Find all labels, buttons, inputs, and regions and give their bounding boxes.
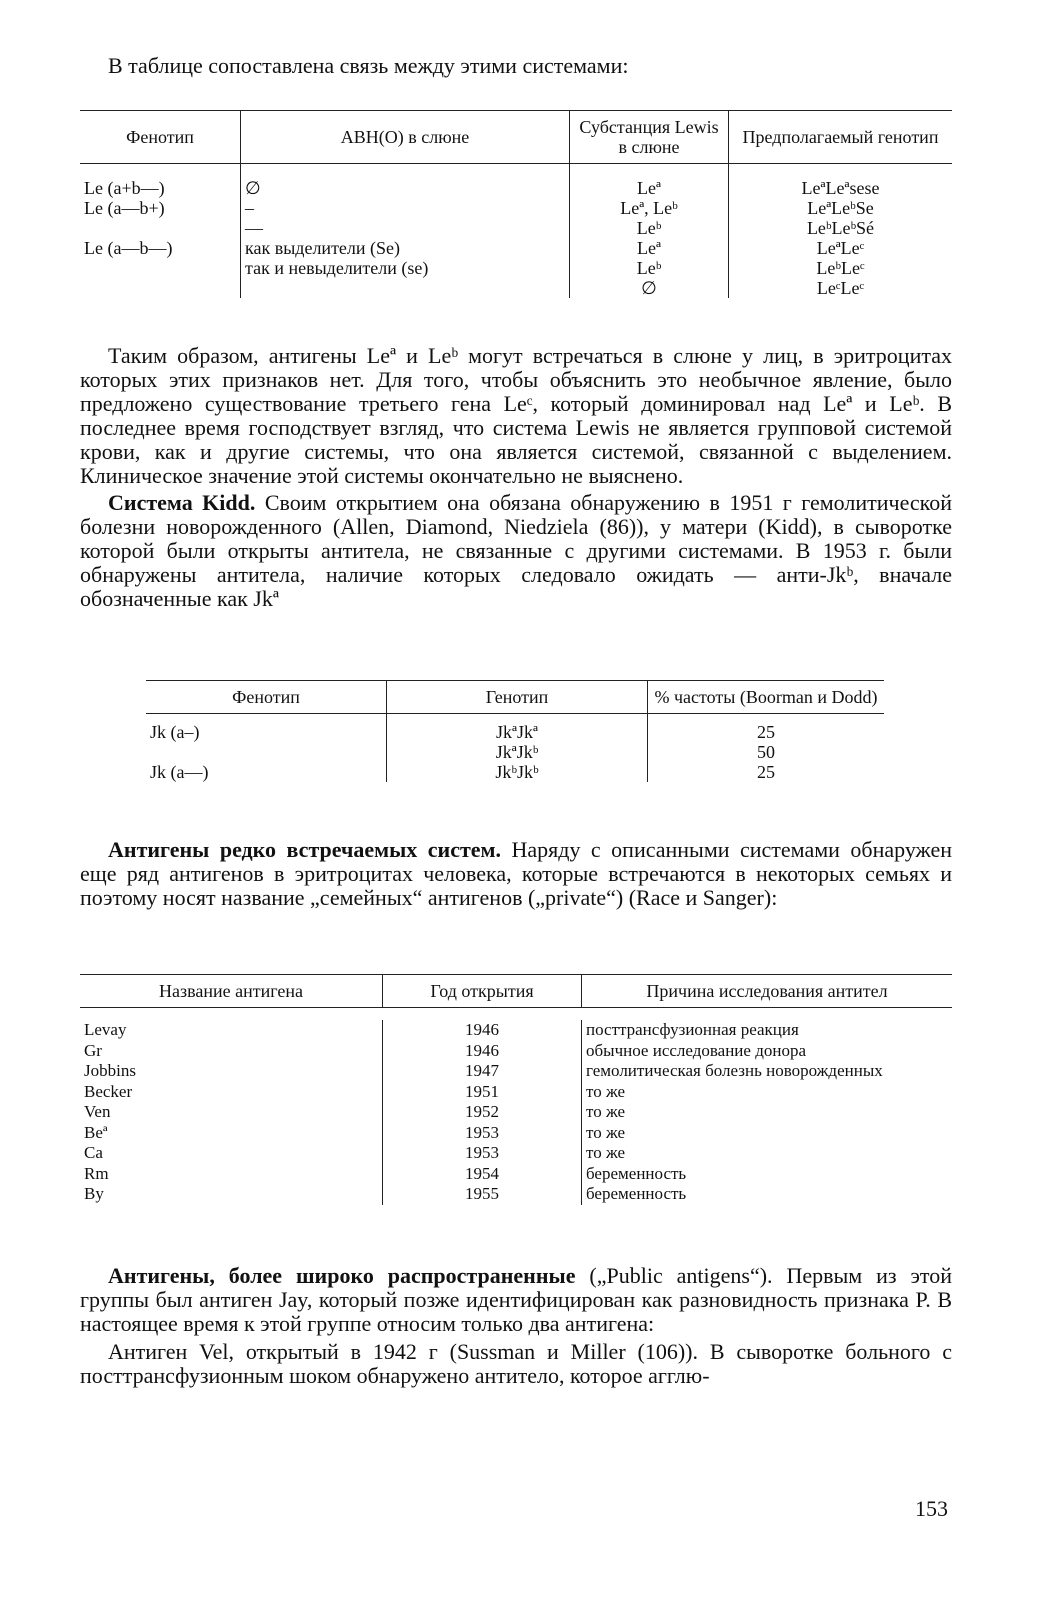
private-antigens-table [80, 974, 952, 1205]
table-cell: Beª [84, 1122, 108, 1142]
table-cell: Jk (a—) [150, 762, 209, 782]
table-cell: Rm [84, 1163, 109, 1183]
table-cell: Gr [84, 1040, 102, 1060]
table-cell: Le (a—b—) [84, 238, 173, 258]
table-cell: 1951 [383, 1082, 582, 1103]
table-row [146, 762, 884, 782]
table-cell: LeªLeᶜ [729, 238, 953, 258]
table-cell: 50 [648, 742, 885, 762]
table-cell: By [84, 1184, 104, 1203]
t2-header-frequency: % частоты (Boorman и Dodd) [648, 681, 885, 714]
table-cell: 1953 [383, 1143, 582, 1164]
table-cell: беременность [582, 1184, 953, 1205]
t1-header-phenotype: Фенотип [80, 111, 241, 164]
table-cell: Leª [570, 164, 729, 199]
table-row [80, 218, 952, 238]
table-cell: 1947 [383, 1061, 582, 1082]
table-cell: LeᵇLeᵇSé [729, 218, 953, 238]
table-cell: – [241, 198, 570, 218]
rare-text: Наряду с описанными системами обнаружен еще ряд антигенов в эритроцитах человека, которые встречаются в некоторых семьях и поэтому носят название „семейных“ антигенов („private“) (Race и Sanger): [80, 837, 952, 910]
table-cell: JkᵇJkᵇ [387, 762, 648, 782]
t1-body [80, 164, 952, 299]
table-cell: Le (a+b—) [84, 178, 165, 198]
table-cell: Leᵇ [570, 258, 729, 278]
table-cell: 25 [648, 714, 885, 743]
t3-header-year: Год открытия [383, 975, 582, 1008]
table-cell: LeᶜLeᶜ [729, 278, 953, 298]
table-cell: JkªJkᵇ [387, 742, 648, 762]
table-row [80, 1164, 952, 1185]
table-cell: гемолитическая болезнь новорожденных [582, 1061, 953, 1082]
table-cell: Leª [570, 238, 729, 258]
table-row [80, 1020, 952, 1041]
table-cell: 1954 [383, 1164, 582, 1185]
table-row [80, 1082, 952, 1103]
table-cell: как выделители (Se) [241, 238, 570, 258]
table-cell: 1946 [383, 1041, 582, 1062]
page [80, 52, 953, 1388]
paragraph-vel: Антиген Vel, открытый в 1942 г (Sussman и Miller (106)). В сыворотке больного с посттрансфузионным шоком обнаружено антитело, которое агглю- [80, 1339, 952, 1388]
table-cell: LeªLeᵇSe [729, 198, 953, 218]
table-row [80, 1123, 952, 1144]
table-row [80, 258, 952, 278]
table-cell: LeᵇLeᶜ [729, 258, 953, 278]
t1-header-genotype: Предполагаемый генотип [729, 111, 953, 164]
table-row [80, 1061, 952, 1082]
kidd-heading: Система Kidd. [108, 490, 256, 515]
table-cell: 1955 [383, 1184, 582, 1205]
table-cell [241, 278, 570, 298]
table-cell [146, 742, 387, 762]
t1-header-abh: ABH(O) в слюне [241, 111, 570, 164]
t3-header-reason: Причина исследования антител [582, 975, 953, 1008]
table-cell: — [241, 218, 570, 238]
kidd-table [146, 680, 884, 782]
table-cell: беременность [582, 1164, 953, 1185]
table-cell: Levay [84, 1020, 127, 1039]
table-row [80, 1184, 952, 1205]
table-cell: Le (a—b+) [84, 198, 165, 218]
table-cell: так и невыделители (se) [241, 258, 570, 278]
table-cell: ∅ [241, 164, 570, 199]
table-cell: Ca [84, 1143, 103, 1162]
paragraph-rare-antigens [80, 838, 952, 910]
table-row [80, 238, 952, 258]
table-cell [80, 278, 241, 298]
t2-header-phenotype: Фенотип [146, 681, 387, 714]
table-cell: 1952 [383, 1102, 582, 1123]
t1-header-lewis: Субстанция Lewis в слюне [570, 111, 729, 164]
table-cell: LeªLeªsese [729, 164, 953, 199]
kidd-text: Своим открытием она обязана обнаружению в 1951 г гемолитической болезни новорожденного (Allen, Diamond, Niedziela (86)), у матери (Kidd), в сыворотке которой были открыты антитела, не связанные с другими системами. В 1953 г. были обнаружены антитела, наличие которых следовало ожидать — анти-Jkᵇ, вначале обозначенные как Jkª [80, 490, 953, 611]
table-row [146, 742, 884, 762]
page-number: 153 [915, 1496, 948, 1521]
intro-text: В таблице сопоставлена связь между этими системами: [108, 53, 629, 78]
table-cell: JkªJkª [387, 714, 648, 743]
table-cell [80, 258, 241, 278]
t2-body [146, 714, 884, 783]
lewis-table [80, 110, 952, 298]
paragraph-kidd [80, 491, 952, 611]
table-cell: обычное исследование донора [582, 1041, 953, 1062]
t2-header-genotype: Генотип [387, 681, 648, 714]
table-row [80, 198, 952, 218]
table-cell: Jk (a–) [150, 722, 200, 742]
table-cell: Jobbins [84, 1061, 136, 1080]
table-cell: Leᵇ [570, 218, 729, 238]
table-row [80, 164, 952, 199]
table-cell: посттрансфузионная реакция [582, 1020, 953, 1041]
table-cell: 1953 [383, 1123, 582, 1144]
table-row [80, 1102, 952, 1123]
paragraph-lewis-conclusion: Таким образом, антигены Leª и Leᵇ могут встречаться в слюне у лиц, в эритроцитах которых этих признаков нет. Для того, чтобы объяснить это необычное явление, было предложено существование третьего гена Leᶜ, который доминировал над Leª и Leᵇ. В последнее время господствует взгляд, что система Lewis не является групповой системой крови, как и другие системы, что она является системой, связанной с выделением. Клиническое значение этой системы окончательно не выяснено. [80, 343, 952, 488]
table-cell: Becker [84, 1081, 133, 1101]
rare-heading: Антигены редко встречаемых систем. [108, 837, 502, 862]
table-cell: то же [582, 1102, 953, 1123]
table-cell: Ven [84, 1102, 111, 1121]
table-cell: 1946 [383, 1020, 582, 1041]
paragraph-public-antigens [80, 1264, 952, 1336]
table-cell: то же [582, 1123, 953, 1144]
table-row [80, 1041, 952, 1062]
table-cell: то же [582, 1143, 953, 1164]
t3-header-name: Название антигена [80, 975, 383, 1008]
table-row [80, 278, 952, 298]
table-cell [80, 218, 241, 238]
table-cell: то же [582, 1082, 953, 1103]
table-row [80, 1143, 952, 1164]
table-cell: Leª, Leᵇ [570, 198, 729, 218]
public-text: („Public antigens“). Первым из этой группы был антиген Jay, который позже идентифицирован как разновидность признака P. В настоящее время к этой группе относим только два антигена: [80, 1263, 953, 1336]
table-row [146, 714, 884, 743]
table-cell: 25 [648, 762, 885, 782]
t3-body [80, 1020, 952, 1205]
public-heading: Антигены, более широко распространенные [108, 1263, 576, 1288]
table-cell: ∅ [570, 278, 729, 298]
